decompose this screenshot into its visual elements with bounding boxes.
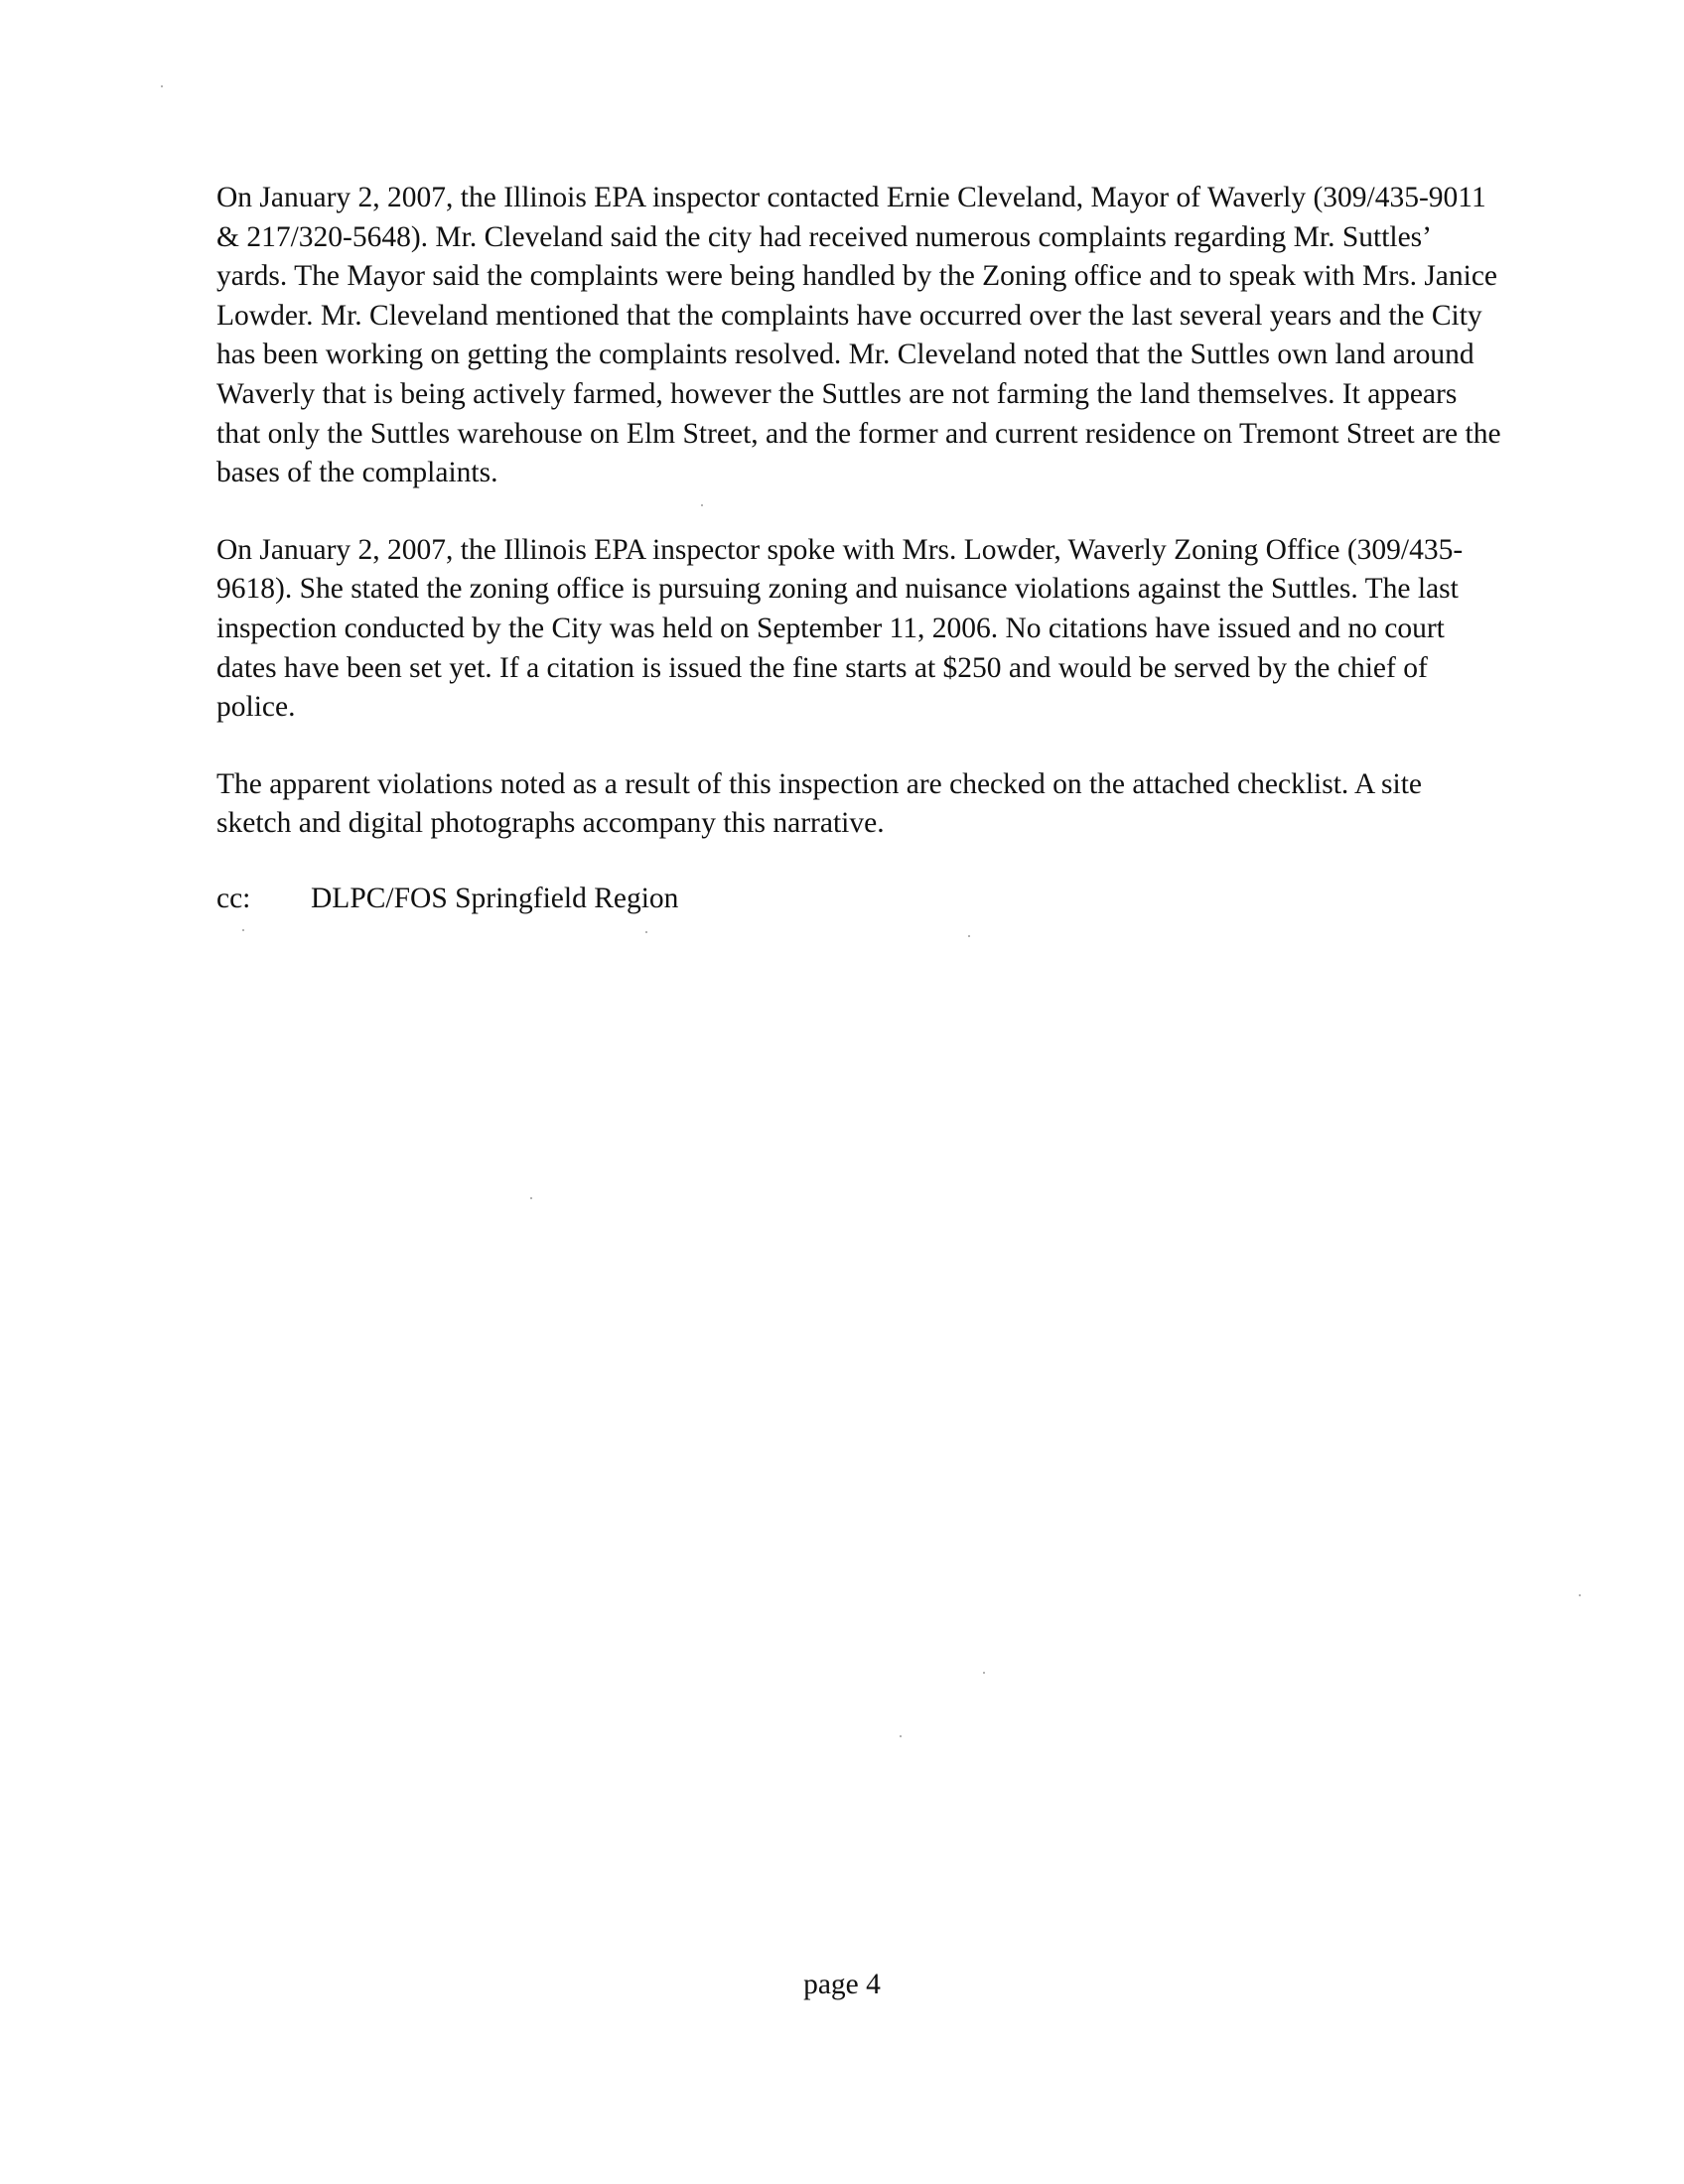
- scan-speck: [983, 1672, 985, 1674]
- narrative-body: [216, 179, 1502, 882]
- scan-speck: [968, 935, 970, 937]
- scan-speck: [242, 929, 244, 931]
- cc-label: cc:: [216, 883, 251, 914]
- scan-speck: [701, 504, 703, 506]
- paragraph-zoning-office: On January 2, 2007, the Illinois EPA inspector spoke with Mrs. Lowder, Waverly Zoning Office (309/435-9618). She stated the zoning office is pursuing zoning and nuisance violations against the Suttles. The last inspection conducted by the City was held on September 11, 2006. No citations have issued and no court dates have been set yet. If a citation is issued the fine starts at $250 and would be served by the chief of police.: [216, 533, 1464, 724]
- paragraph-violations-note: The apparent violations noted as a result of this inspection are checked on the attached checklist. A site sketch and digital photographs accompany this narrative.: [216, 767, 1423, 840]
- scan-speck: [530, 1197, 532, 1199]
- page-number: page 4: [803, 1969, 881, 2000]
- scan-speck: [900, 1735, 902, 1737]
- scan-speck: [161, 85, 163, 87]
- scan-speck: [645, 931, 647, 933]
- paragraph-mayor-contact: On January 2, 2007, the Illinois EPA inspector contacted Ernie Cleveland, Mayor of Waverly (309/435-9011 & 217/320-5648). Mr. Cleveland said the city had received numerous complaints regarding Mr. Suttles’ yards. The Mayor said the complaints were being handled by the Zoning office and to speak with Mrs. Janice Lowder. Mr. Cleveland mentioned that the complaints have occurred over the last several years and the City has been working on getting the complaints resolved. Mr. Cleveland noted that the Suttles own land around Waverly that is being actively farmed, however the Suttles are not farming the land themselves. It appears that only the Suttles warehouse on Elm Street, and the former and current residence on Tremont Street are the bases of the complaints.: [216, 182, 1501, 489]
- scan-speck: [1579, 1594, 1581, 1596]
- cc-line: [216, 880, 678, 919]
- cc-recipient: DLPC/FOS Springfield Region: [311, 883, 679, 914]
